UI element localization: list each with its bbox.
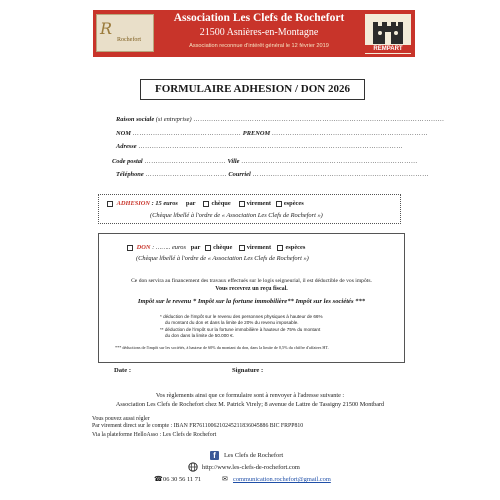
telephone-courriel-field[interactable]: Téléphone ……………………………… Courriel …………………………………………………………………… — [116, 171, 429, 178]
signature-label: Signature : — [232, 367, 264, 374]
don-checkbox[interactable] — [127, 245, 133, 251]
footnote-1b: du montant du don et dans la limite de 20% du revenu imposable. — [165, 320, 299, 325]
send-instructions: Vos règlements ainsi que ce formulaire sont à renvoyer à l'adresse suivante : — [155, 392, 345, 399]
date-label: Date : — [114, 367, 132, 374]
don-line: DON : …….. euros par chèque virement espèces — [127, 244, 305, 251]
phone-number: 06 30 56 11 71 — [163, 476, 202, 483]
adhesion-cheque-checkbox[interactable] — [203, 201, 209, 207]
web-icon — [188, 462, 198, 472]
don-especes-checkbox[interactable] — [277, 245, 283, 251]
footnote-1a: * déduction de l'impôt sur le revenu des personnes physiques à hauteur de 66% — [160, 314, 323, 319]
don-info: Ce don servira au financement des travaux effectués sur le logis seigneurial, il est déductible de vos impôts. — [131, 278, 372, 284]
footnote-2b: du don dans la limite de 50.000 €. — [165, 333, 234, 338]
don-note: (Chèque libellé à l'ordre de « Association Les Clefs de Rochefort ») — [136, 255, 309, 262]
tax-line: Impôt sur le revenu * Impôt sur la fortune immobilière** Impôt sur les sociétés *** — [137, 298, 366, 305]
adhesion-checkbox[interactable] — [107, 201, 113, 207]
pay-virement: Par virement direct sur le compte : IBAN FR7611006210245211836045886 BIC FRPP810 — [92, 423, 304, 429]
adhesion-note: (Chèque libellé à l'ordre de « Association Les Clefs de Rochefort ») — [150, 212, 323, 219]
rempart-logo: REMPART — [365, 14, 411, 54]
raison-sociale-field[interactable]: Raison sociale (si entreprise) ………………………………………………………………………………………………… — [116, 116, 445, 123]
don-receipt: Vous recevrez un reçu fiscal. — [215, 286, 288, 292]
association-logo: R Rochefort — [96, 14, 154, 52]
phone-icon: ☎ — [154, 475, 163, 483]
footnote-2a: ** déduction de l'impôt sur la fortune immobilière à hauteur de 75% du montant — [160, 327, 321, 332]
adhesion-virement-checkbox[interactable] — [239, 201, 245, 207]
website-link[interactable]: http://www.les-clefs-de-rochefort.com — [202, 464, 300, 471]
pay-helloasso: Via la plateforme HelloAsso : Les Clefs de Rochefort — [92, 432, 217, 438]
adhesion-especes-checkbox[interactable] — [276, 201, 282, 207]
code-postal-ville-field[interactable]: Code postal ……………………………… Ville …………………………………………………………………… — [112, 158, 418, 165]
adhesion-line: ADHESION : 15 euros par chèque virement espèces — [107, 200, 304, 207]
adhesion-box — [98, 194, 401, 224]
pay-intro: Vous pouvez aussi régler — [92, 416, 150, 422]
association-name: Association Les Clefs de Rochefort — [173, 12, 345, 24]
association-recognition: Association reconnue d'intérêt général le 12 février 2019 — [189, 43, 329, 49]
email-link[interactable]: communication.rochefort@gmail.com — [233, 476, 331, 483]
footnote-3: *** déductions de l'impôt sur les sociétés, à hauteur de 60% du montant du don, dans la limite de 0,5% du chiffre d'affaires HT. — [115, 345, 329, 350]
adresse-field[interactable]: Adresse ……………………………………………………………………………………………………… — [116, 143, 404, 150]
facebook-icon[interactable]: f — [210, 451, 219, 460]
nom-prenom-field[interactable]: NOM ………………………………………… PRENOM …………………………………………………………… — [116, 130, 428, 137]
castle-icon — [371, 18, 405, 44]
facebook-link[interactable]: Les Clefs de Rochefort — [224, 452, 284, 459]
email-icon: ✉ — [222, 475, 228, 483]
don-cheque-checkbox[interactable] — [205, 245, 211, 251]
association-address: 21500 Asnières-en-Montagne — [199, 27, 319, 38]
don-virement-checkbox[interactable] — [239, 245, 245, 251]
form-title: FORMULAIRE ADHESION / DON 2026 — [140, 79, 365, 100]
send-address: Association Les Clefs de Rochefort chez M. Patrick Virely; 8 avenue de Lattre de Tassigny 21500 Montbard — [115, 401, 385, 408]
